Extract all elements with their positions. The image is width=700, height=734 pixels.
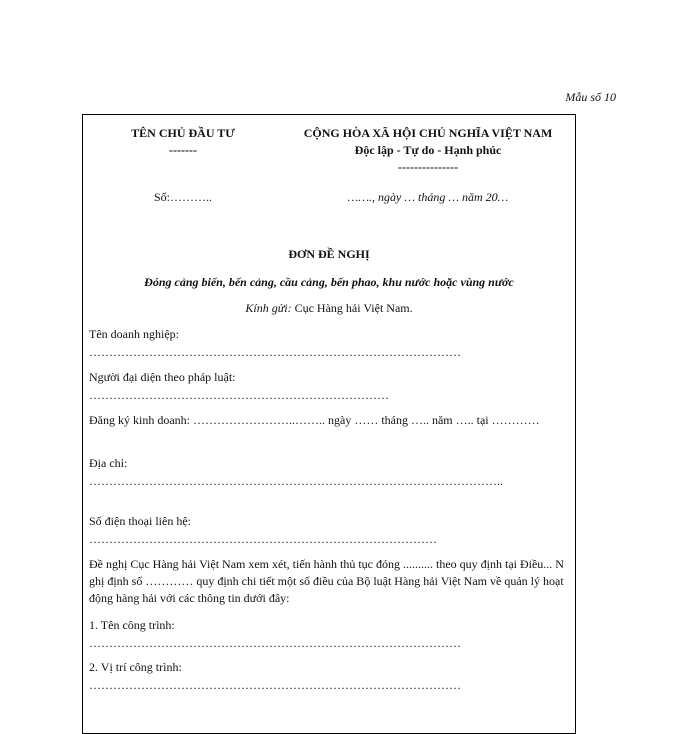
legal-rep-field: ………………………………………………………………… (89, 388, 389, 402)
national-header (273, 125, 583, 176)
project-location-field: ………………………………………………………………………………… (89, 678, 461, 692)
phone-label: Số điện thoại liên hệ: (89, 514, 191, 528)
motto-divider: --------------- (398, 160, 458, 174)
project-location-label: 2. Vị trí công trình: (89, 660, 182, 674)
request-paragraph: Đề nghị Cục Hàng hải Việt Nam xem xét, tiến hành thủ tục đóng .......... theo quy định tại Điều... Nghị định số ………… quy định chi tiết một số điều của Bộ luật Hàng hải Việt Nam về quản lý hoạt động hàng hải với các thông tin dưới đây: (89, 557, 567, 605)
country-name: CỘNG HÒA XÃ HỘI CHỦ NGHĨA VIỆT NAM (303, 126, 553, 140)
legal-rep-label: Người đại diện theo pháp luật: (89, 370, 236, 384)
company-name-label: Tên doanh nghiệp: (89, 327, 179, 341)
recipient-label: Kính gửi: (245, 301, 292, 315)
document-date: ……., ngày … tháng … năm 20… (347, 190, 509, 204)
national-motto: Độc lập - Tự do - Hạnh phúc (354, 143, 502, 157)
project-name-label: 1. Tên công trình: (89, 618, 175, 632)
business-registration-field: Đăng ký kinh doanh: ……………………..…….. ngày …… tháng ….. năm ….. tại ………… (89, 413, 540, 427)
investor-name: TÊN CHỦ ĐẦU TƯ (131, 126, 235, 140)
recipient-line (83, 301, 575, 316)
phone-field: …………………………………………………………………………… (89, 532, 437, 546)
company-name-field: ………………………………………………………………………………… (89, 345, 461, 359)
document-subtitle: Đóng cảng biển, bến cảng, cầu cảng, bến phao, khu nước hoặc vùng nước (144, 275, 514, 289)
document-title: ĐƠN ĐỀ NGHỊ (288, 247, 370, 261)
project-name-field: ………………………………………………………………………………… (89, 636, 461, 650)
document-frame (82, 114, 576, 734)
address-label: Địa chỉ: (89, 456, 128, 470)
investor-divider: ------- (169, 143, 197, 157)
investor-header (83, 125, 283, 159)
form-number: Mẫu số 10 (565, 90, 616, 104)
address-field: ………………………………………………………………………………………….. (89, 474, 503, 488)
document-number: Số:……….. (153, 190, 212, 204)
recipient-name: Cục Hàng hải Việt Nam. (294, 301, 413, 315)
